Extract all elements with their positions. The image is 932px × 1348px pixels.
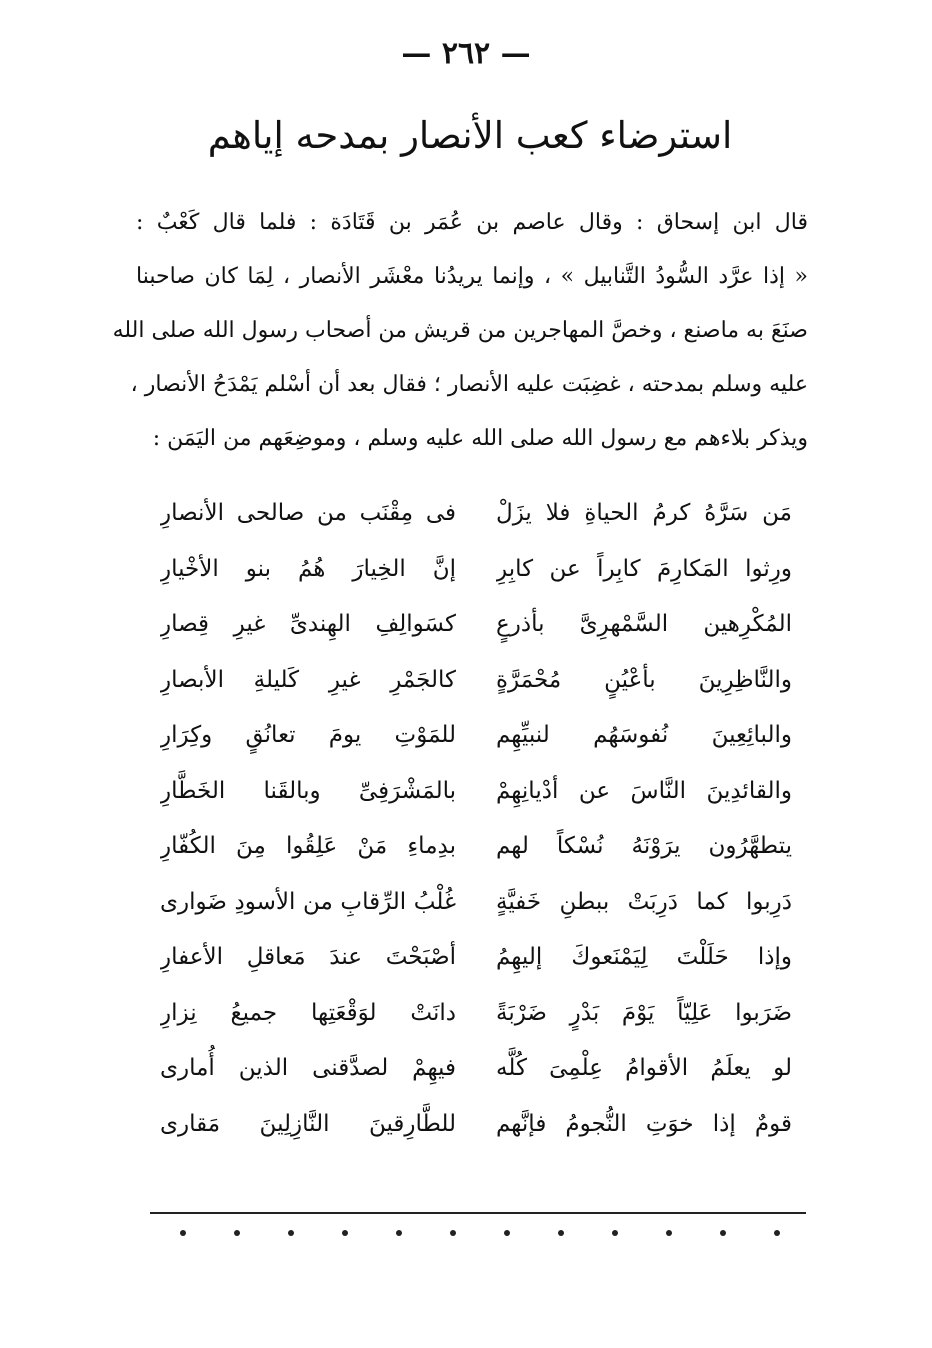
footer-dot bbox=[450, 1230, 456, 1236]
verse-second-hemistich: كسَوالِفِ الهِندىِّ غيرِ قِصارِ bbox=[160, 611, 456, 637]
verse-line bbox=[160, 486, 792, 542]
verse-first-hemistich: يتطهَّرُون يرَوْنَهُ نُسْكاً لهم bbox=[496, 833, 792, 859]
footer-dot bbox=[288, 1230, 294, 1236]
verse-first-hemistich: المُكْرِهين السَّمْهرِىَّ بأذرعٍ bbox=[496, 611, 792, 637]
prose-line: قال ابن إسحاق : وقال عاصم بن عُمَر بن قَتَادَة : فلما قال كَعْبٌ : bbox=[136, 210, 808, 235]
verse-first-hemistich: قومٌ إذا خوَتِ النُّجومُ فإنَّهم bbox=[496, 1110, 792, 1137]
footer-dot bbox=[612, 1230, 618, 1236]
verse-line bbox=[160, 764, 792, 820]
verse-second-hemistich: للمَوْتِ يومَ تعانُقٍ وكِرَارِ bbox=[160, 722, 456, 748]
footer-dot bbox=[504, 1230, 510, 1236]
verse-first-hemistich: وإذا حَلَلْتَ لِيَمْنَعوكَ إليهِمُ bbox=[496, 944, 792, 970]
verse-first-hemistich: والبائِعِينَ نُفوسَهُم لنبيِّهِم bbox=[496, 722, 792, 748]
chapter-title: استرضاء كعب الأنصار بمدحه إياهم bbox=[207, 114, 733, 157]
verse-second-hemistich: أصْبَحْتَ عندَ مَعاقلِ الأعفارِ bbox=[160, 944, 456, 970]
verse-line bbox=[160, 1097, 792, 1153]
verse-second-hemistich: للطَّارِقينَ النَّازِلِينَ مَقارى bbox=[160, 1110, 456, 1137]
verse-line bbox=[160, 930, 792, 986]
prose-line: عليه وسلم بمدحته ، غضِبَت عليه الأنصار ؛ فقال بعد أن أسْلم يَمْدَحُ الأنصار ، bbox=[130, 372, 808, 397]
prose-line: « إذا عرَّد السُّودُ التَّنابيل » ، وإنما يريدُنا معْشَر الأنصار ، لِمَا كان صاحبنا bbox=[136, 264, 808, 289]
prose-line: صنَعَ به ماصنع ، وخصَّ المهاجرين من قريش من أصحاب رسول الله صلى الله bbox=[112, 318, 808, 343]
verse-second-hemistich: غُلْبُ الرِّقابِ من الأسودِ ضَوارى bbox=[160, 888, 456, 915]
footer-dot bbox=[774, 1230, 780, 1236]
verse-first-hemistich: والقائدِينَ النَّاسَ عن أدْيانِهِمْ bbox=[496, 777, 792, 804]
verse-second-hemistich: فيهِمْ لصدَّقنى الذين أُمارى bbox=[160, 1055, 456, 1081]
verse-line bbox=[160, 597, 792, 653]
verse-line bbox=[160, 653, 792, 709]
prose-line: ويذكر بلاءهم مع رسول الله صلى الله عليه وسلم ، وموضِعَهم من اليَمَن : bbox=[152, 426, 808, 451]
verse-second-hemistich: كالجَمْرِ غيرِ كَليلةِ الأبصارِ bbox=[160, 666, 456, 693]
footer-rule bbox=[150, 1212, 806, 1214]
verse-first-hemistich: ورِثوا المَكارِمَ كابِراً عن كابِرِ bbox=[496, 555, 792, 582]
prose-paragraph bbox=[112, 196, 808, 466]
verse-line bbox=[160, 708, 792, 764]
verse-first-hemistich: والنَّاظِرِينَ بأعْيُنٍ مُحْمَرَّةٍ bbox=[496, 666, 792, 693]
footer-dot bbox=[234, 1230, 240, 1236]
verse-line bbox=[160, 542, 792, 598]
verse-line bbox=[160, 986, 792, 1042]
page-number: — ٢٦٢ — bbox=[401, 36, 531, 71]
footer-dot bbox=[666, 1230, 672, 1236]
verse-line bbox=[160, 875, 792, 931]
verse-first-hemistich: لو يعلَمُ الأقوامُ عِلْمِىَ كُلَّه bbox=[496, 1055, 792, 1081]
verse-second-hemistich: بالمَشْرَفِىِّ وبالقَنا الخَطَّارِ bbox=[160, 777, 456, 804]
verse-second-hemistich: بدِماءِ مَنْ عَلِقُوا مِنَ الكُفّارِ bbox=[160, 833, 456, 859]
footer-dot bbox=[720, 1230, 726, 1236]
verse-first-hemistich: ضَرَبوا عَلِيّاً يَوْمَ بَدْرٍ ضَرْبَةً bbox=[496, 999, 792, 1026]
verse-first-hemistich: دَرِبوا كما دَرِبَتْ ببطنِ خَفيَّةٍ bbox=[496, 888, 792, 915]
footer-dot bbox=[180, 1230, 186, 1236]
verse-second-hemistich: فى مِقْنَب من صالحى الأنصارِ bbox=[160, 500, 456, 526]
verse-second-hemistich: دانَتْ لوَقْعَتِها جميعُ نِزارِ bbox=[160, 999, 456, 1026]
footer-dot bbox=[396, 1230, 402, 1236]
footer-dot-row bbox=[180, 1230, 780, 1236]
verse-line bbox=[160, 1041, 792, 1097]
verse-second-hemistich: إنَّ الخِيارَ هُمُ بنو الأخْيارِ bbox=[160, 555, 456, 582]
verse-line bbox=[160, 819, 792, 875]
poem bbox=[160, 486, 792, 1152]
footer-dot bbox=[342, 1230, 348, 1236]
verse-first-hemistich: مَن سَرَّهُ كرمُ الحياةِ فلا يزَلْ bbox=[496, 500, 792, 526]
footer-dot bbox=[558, 1230, 564, 1236]
